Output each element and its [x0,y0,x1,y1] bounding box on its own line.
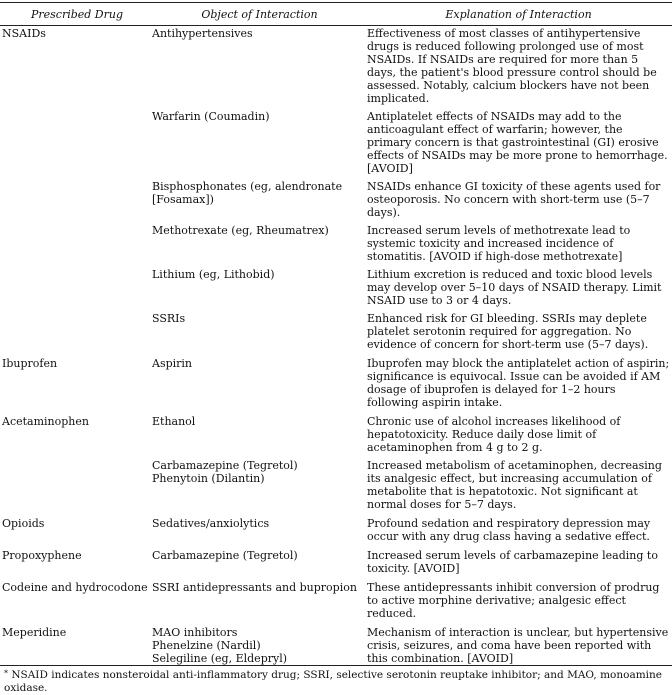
object-of-interaction: MAO inhibitors Phenelzine (Nardil) Selegiline (eg, Eldepryl) [152,626,288,665]
header-object: Object of Interaction [201,7,318,21]
table-row [152,27,672,105]
explanation-of-interaction: Enhanced risk for GI bleeding. SSRIs may deplete platelet serotonin required for aggregation. No evidence of concern for short-term use (5–7 days). [367,312,649,351]
footnote [0,666,672,695]
explanation-of-interaction: Lithium excretion is reduced and toxic blood levels may develop over 5–10 days of NSAID therapy. Limit NSAID use to 3 or 4 days. [367,268,662,307]
interaction-rows [152,415,672,511]
table-row [152,459,672,511]
prescribed-drug: Meperidine [2,626,67,639]
object-of-interaction: Carbamazepine (Tegretol) Phenytoin (Dilantin) [152,459,298,485]
prescribed-drug: Ibuprofen [2,357,58,370]
prescribed-drug: Codeine and hydrocodone [2,581,148,594]
object-of-interaction: Lithium (eg, Lithobid) [152,268,275,281]
table-row [152,517,672,543]
explanation-of-interaction: Mechanism of interaction is unclear, but hypertensive crisis, seizures, and coma have been reported with this combination. [AVOID] [367,626,669,665]
explanation-of-interaction: NSAIDs enhance GI toxicity of these agents used for osteoporosis. No concern with short-term use (5–7 days). [367,180,661,219]
table-row [152,549,672,575]
drug-group [0,414,672,511]
table-row [152,224,672,263]
table-row [152,357,672,409]
interaction-table [0,2,672,695]
prescribed-drug: Opioids [2,517,45,530]
object-of-interaction: Antihypertensives [152,27,253,40]
explanation-of-interaction: Antiplatelet effects of NSAIDs may add to the anticoagulant effect of warfarin; however, the primary concern is that gastrointestinal (GI) erosive effects of NSAIDs may be more prone to hemorrhage. [AVOID] [367,110,668,175]
drug-group [0,26,672,351]
prescribed-drug: Acetaminophen [2,415,89,428]
footnote-marker: * [4,669,8,678]
drug-group [0,580,672,620]
table-row [152,581,672,620]
table-row [152,110,672,175]
prescribed-drug: NSAIDs [2,27,46,40]
explanation-of-interaction: Chronic use of alcohol increases likelihood of hepatotoxicity. Reduce daily dose limit of acetaminophen from 4 g to 2 g. [367,415,621,454]
table-row [152,268,672,307]
object-of-interaction: Warfarin (Coumadin) [152,110,270,123]
drug-group [0,548,672,575]
object-of-interaction: SSRI antidepressants and bupropion [152,581,357,594]
explanation-of-interaction: Increased serum levels of carbamazepine leading to toxicity. [AVOID] [367,549,658,575]
drug-group [0,625,672,665]
interaction-rows [152,626,672,665]
drug-group [0,356,672,409]
prescribed-drug: Propoxyphene [2,549,82,562]
table-body [0,26,672,665]
interaction-rows [152,27,672,351]
table-row [152,180,672,219]
explanation-of-interaction: Ibuprofen may block the antiplatelet action of aspirin; significance is equivocal. Issue can be avoided if AM dosage of ibuprofen is delayed for 1–2 hours following aspirin intake. [367,357,670,409]
interaction-rows [152,549,672,575]
interaction-rows [152,517,672,543]
header-explanation: Explanation of Interaction [445,7,592,21]
object-of-interaction: Bisphosphonates (eg, alendronate [Fosamax]) [152,180,343,206]
header-prescribed-drug: Prescribed Drug [30,7,124,21]
explanation-of-interaction: Increased serum levels of methotrexate lead to systemic toxicity and increased incidence of stomatitis. [AVOID if high-dose methotrexate] [367,224,631,263]
explanation-of-interaction: Increased metabolism of acetaminophen, decreasing its analgesic effect, but increasing accumulation of metabolite that is hepatotoxic. Not significant at normal doses for 5–7 days. [367,459,662,511]
explanation-of-interaction: Effectiveness of most classes of antihypertensive drugs is reduced following prolonged use of most NSAIDs. If NSAIDs are required for more than 5 days, the patient's blood pressure control should be assessed. Notably, calcium blockers have not been implicated. [367,27,657,105]
interaction-rows [152,581,672,620]
explanation-of-interaction: Profound sedation and respiratory depression may occur with any drug class having a sedative effect. [367,517,651,543]
table-header [0,3,672,25]
explanation-of-interaction: These antidepressants inhibit conversion of prodrug to active morphine derivative; analgesic effect reduced. [367,581,660,620]
drug-group [0,516,672,543]
object-of-interaction: SSRIs [152,312,186,325]
table-row [152,626,672,665]
footnote-text: NSAID indicates nonsteroidal anti-inflammatory drug; SSRI, selective serotonin reuptake inhibitor; and MAO, monoamine oxidase. [4,669,662,694]
object-of-interaction: Aspirin [152,357,193,370]
table-row [152,415,672,454]
object-of-interaction: Sedatives/anxiolytics [152,517,270,530]
interaction-rows [152,357,672,409]
object-of-interaction: Ethanol [152,415,196,428]
object-of-interaction: Carbamazepine (Tegretol) [152,549,298,562]
object-of-interaction: Methotrexate (eg, Rheumatrex) [152,224,329,237]
table-row [152,312,672,351]
